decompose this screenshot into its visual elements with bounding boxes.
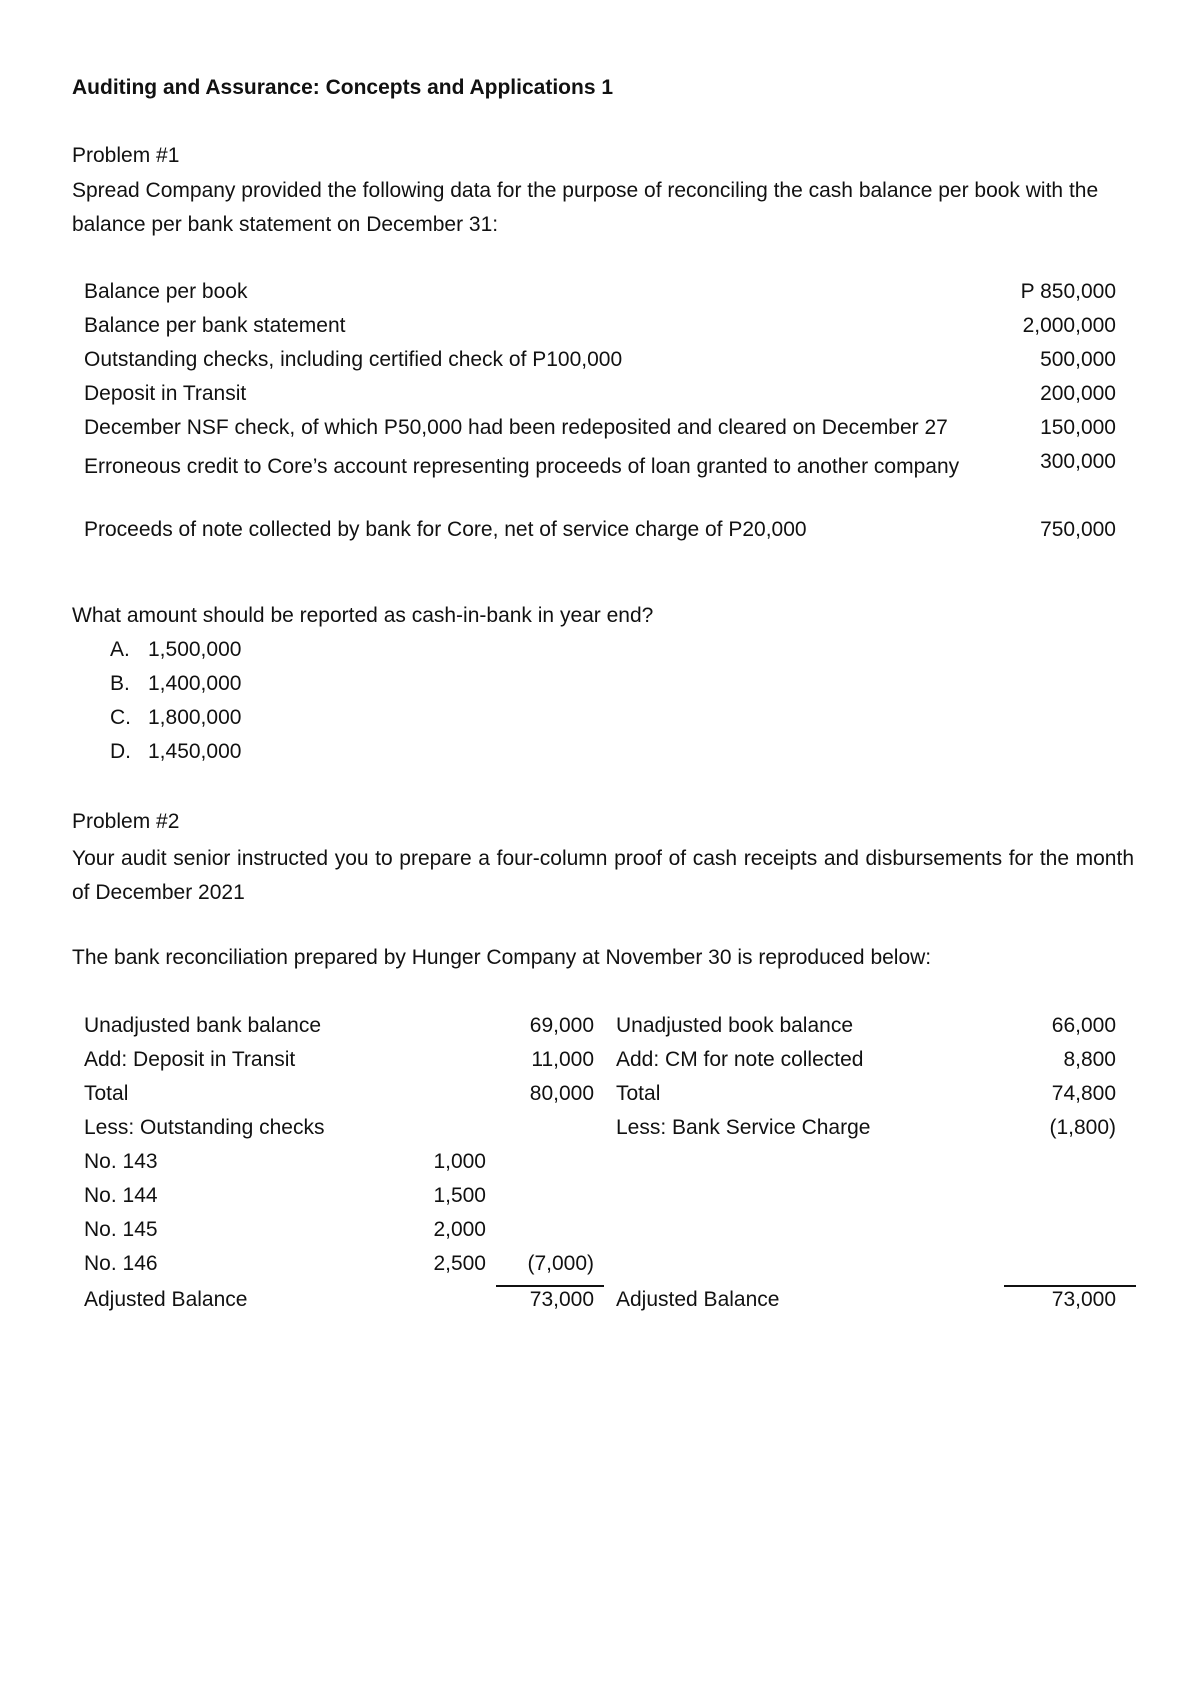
table-row-label: Balance per book (84, 280, 248, 303)
table-row-amount: 300,000 (1040, 450, 1116, 473)
unadjusted-book-value: 66,000 (1051, 1014, 1116, 1037)
table-row-amount: P 850,000 (1020, 280, 1116, 303)
book-adjusted-value: 73,000 (1051, 1288, 1116, 1311)
option-value: 1,500,000 (148, 638, 242, 661)
problem1-heading: Problem #1 (72, 144, 180, 167)
option-letter: A. (110, 638, 130, 661)
table-row-amount: 500,000 (1040, 348, 1116, 371)
table-row-amount: 150,000 (1040, 416, 1116, 439)
table-row-amount: 750,000 (1040, 518, 1116, 541)
service-charge-value: (1,800) (1049, 1116, 1116, 1139)
check-number: No. 143 (84, 1150, 158, 1173)
check-amount: 1,000 (433, 1150, 486, 1173)
check-number: No. 145 (84, 1218, 158, 1241)
check-number: No. 144 (84, 1184, 158, 1207)
option-letter: B. (110, 672, 130, 695)
table-row-label: Proceeds of note collected by bank for Core, net of service charge of P20,000 (84, 518, 807, 541)
problem2-heading: Problem #2 (72, 810, 180, 833)
table-row-amount: 2,000,000 (1022, 314, 1116, 337)
deposit-in-transit-label: Add: Deposit in Transit (84, 1048, 296, 1071)
book-total-rule (1004, 1285, 1136, 1287)
table-row-label: December NSF check, of which P50,000 had been redeposited and cleared on December 27 (84, 416, 948, 439)
option-value: 1,400,000 (148, 672, 242, 695)
outstanding-checks-total: (7,000) (527, 1252, 594, 1275)
book-adjusted-label: Adjusted Balance (616, 1288, 780, 1311)
table-row-label: Outstanding checks, including certified check of P100,000 (84, 348, 623, 371)
option-value: 1,450,000 (148, 740, 242, 763)
option-b (110, 672, 241, 696)
option-letter: D. (110, 740, 131, 763)
check-amount: 2,500 (433, 1252, 486, 1275)
option-value: 1,800,000 (148, 706, 242, 729)
bank-adjusted-value: 73,000 (529, 1288, 594, 1311)
book-total-value: 74,800 (1051, 1082, 1116, 1105)
book-total-label: Total (616, 1082, 661, 1105)
unadjusted-book-label: Unadjusted book balance (616, 1014, 854, 1037)
deposit-in-transit-value: 11,000 (531, 1048, 594, 1071)
unadjusted-bank-label: Unadjusted bank balance (84, 1014, 322, 1037)
outstanding-checks-label: Less: Outstanding checks (84, 1116, 325, 1139)
bank-total-value: 80,000 (529, 1082, 594, 1105)
option-letter: C. (110, 706, 131, 729)
option-d (110, 740, 241, 764)
problem1-question: What amount should be reported as cash-in-bank in year end? (72, 604, 654, 627)
table-row-label: Balance per bank statement (84, 314, 346, 337)
problem2-lead: The bank reconciliation prepared by Hunger Company at November 30 is reproduced below: (72, 946, 932, 969)
option-c (110, 706, 241, 730)
check-amount: 1,500 (433, 1184, 486, 1207)
problem1-intro: Spread Company provided the following data for the purpose of reconciling the cash balance per book with the balance per bank statement on December 31: (72, 179, 1099, 236)
cm-note-collected-label: Add: CM for note collected (616, 1048, 864, 1071)
check-amount: 2,000 (433, 1218, 486, 1241)
bank-total-rule (496, 1285, 604, 1287)
bank-total-label: Total (84, 1082, 129, 1105)
table-row-amount: 200,000 (1040, 382, 1116, 405)
table-row-label: Erroneous credit to Core’s account representing proceeds of loan granted to another company (84, 455, 960, 478)
option-a (110, 638, 241, 662)
table-row-label: Deposit in Transit (84, 382, 247, 405)
check-number: No. 146 (84, 1252, 158, 1275)
problem2-intro: Your audit senior instructed you to prepare a four-column proof of cash receipts and disbursements for the month of December 2021 (72, 847, 1134, 904)
service-charge-label: Less: Bank Service Charge (616, 1116, 871, 1139)
cm-note-collected-value: 8,800 (1063, 1048, 1116, 1071)
document-title: Auditing and Assurance: Concepts and Applications 1 (72, 76, 614, 99)
bank-adjusted-label: Adjusted Balance (84, 1288, 248, 1311)
unadjusted-bank-value: 69,000 (529, 1014, 594, 1037)
